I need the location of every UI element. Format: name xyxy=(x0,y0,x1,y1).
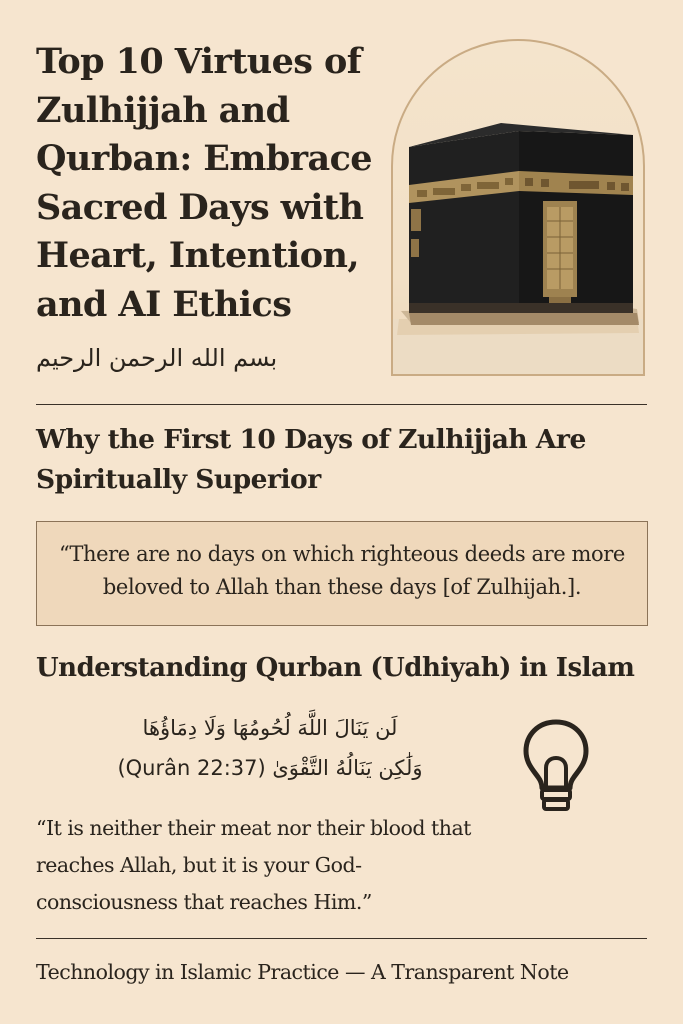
kaaba-illustration xyxy=(393,41,643,376)
lightbulb-icon xyxy=(520,718,592,814)
section-heading-qurban: Understanding Qurban (Udhiyah) in Islam xyxy=(36,653,635,683)
quran-verse-arabic xyxy=(100,708,440,788)
footer-note: Technology in Islamic Practice — A Transparent Note xyxy=(36,960,569,984)
verse-translation: “It is neither their meat nor their blood that reaches Allah, but it is your God-consciousness that reaches Him.” xyxy=(36,816,471,914)
quran-verse-line-2: وَلَٰكِن يَنَالُهُ التَّقْوَىٰ (Qurân 22:37) xyxy=(117,756,423,780)
page-title: Top 10 Virtues of Zulhijjah and Qurban: Embrace Sacred Days with Heart, Intention, and AI Ethics xyxy=(36,41,372,325)
section-heading-why: Why the First 10 Days of Zulhijjah Are Spiritually Superior xyxy=(36,424,586,495)
divider-bottom xyxy=(36,938,647,939)
quran-verse-line-1: لَن يَنَالَ اللَّهَ لُحُومُهَا وَلَا دِمَاؤُهَا xyxy=(142,716,398,740)
divider-top xyxy=(36,404,647,405)
kaaba-image-frame xyxy=(391,39,645,376)
hadith-quote-box xyxy=(36,521,648,626)
hadith-quote-text: “There are no days on which righteous deeds are more beloved to Allah than these days [of Zulhijah.]. xyxy=(59,542,625,599)
bismillah-text: بسم الله الرحمن الرحيم xyxy=(36,344,278,372)
